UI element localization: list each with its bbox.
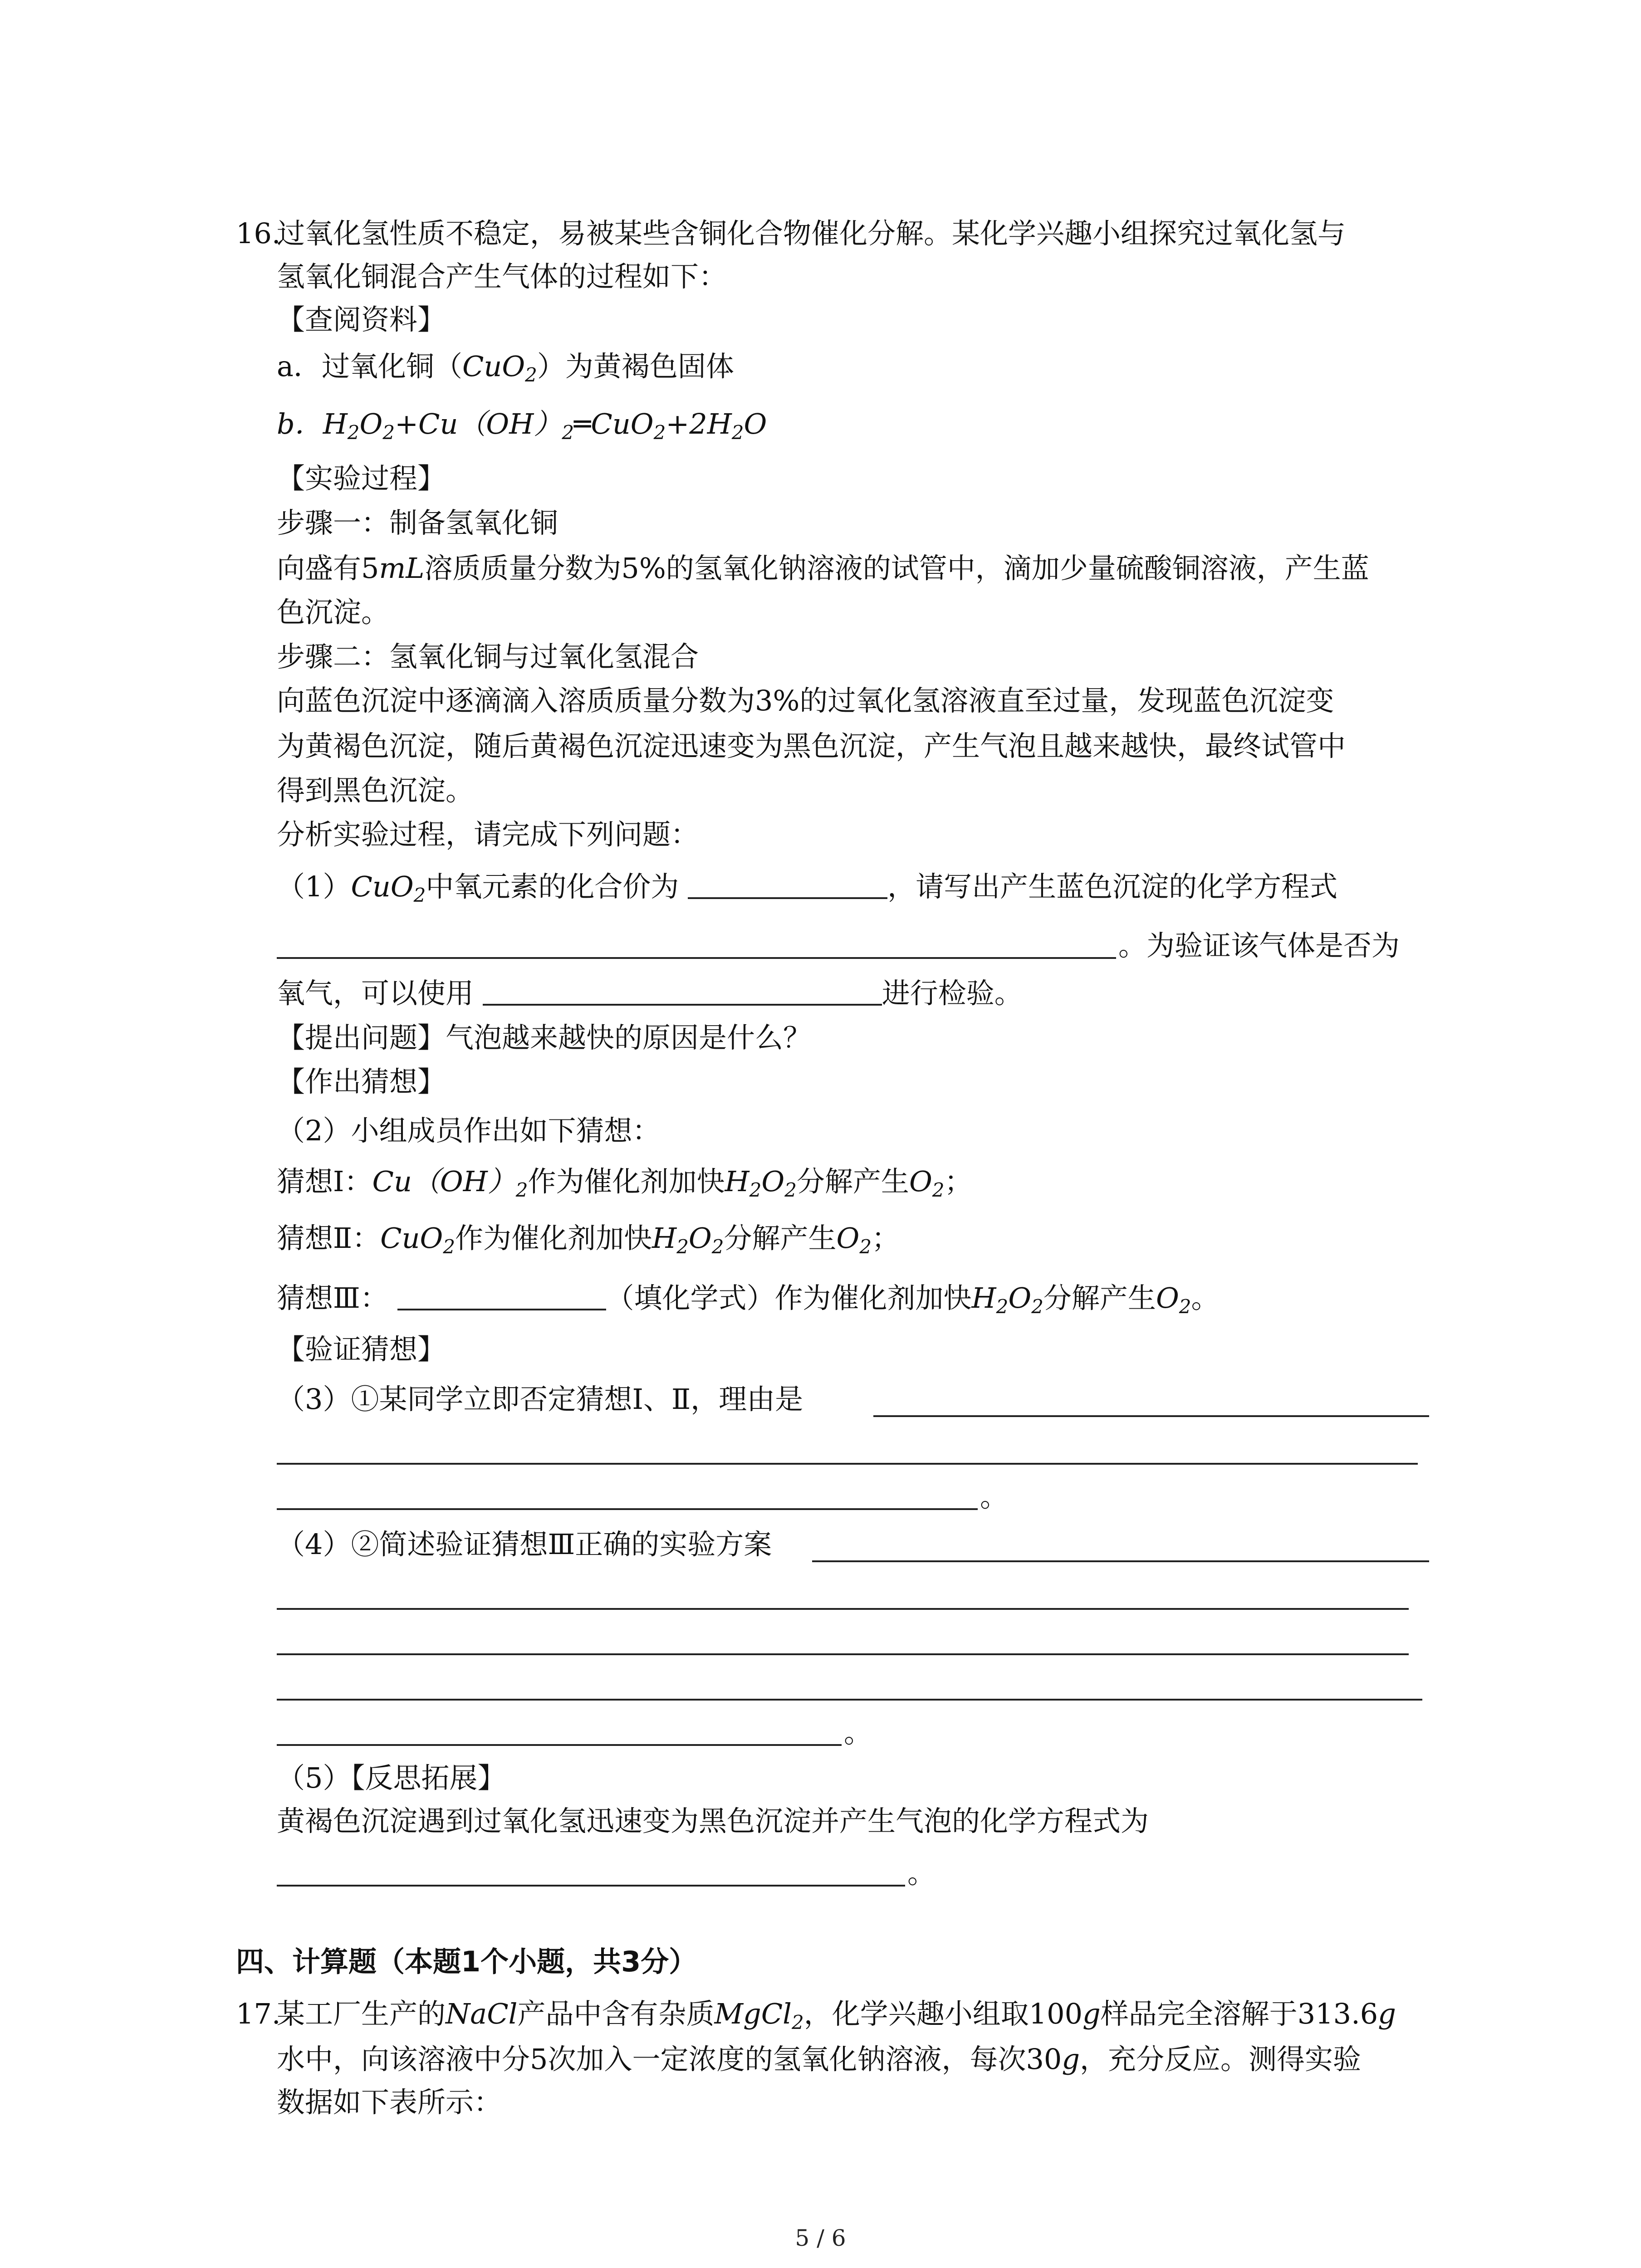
step1-title: 步骤一：制备氢氧化铜 (277, 506, 558, 539)
step1-text-line1: 向盛有5mL溶质质量分数为5%的氢氧化钠溶液的试管中，滴加少量硫酸铜溶液，产生蓝 (277, 552, 1369, 585)
part1-line1: （1）CuO$_2$中氧元素的化合价为 ，请写出产生蓝色沉淀的化学方程式 (277, 870, 1338, 906)
question-16-number: 16. (236, 217, 281, 250)
answer-blank-plan-2[interactable] (277, 1608, 1409, 1610)
q17-line2: 水中，向该溶液中分5次加入一定浓度的氢氧化钠溶液，每次30g，充分反应。测得实验 (277, 2043, 1362, 2076)
step2-text-line3: 得到黑色沉淀。 (277, 774, 474, 807)
guess-3: 猜想Ⅲ： （填化学式）作为催化剂加快$H_2O_2$分解产生$O_2$。 (277, 1281, 1220, 1318)
part5-heading: （5）【反思拓展】 (277, 1761, 506, 1794)
answer-blank-reason-3[interactable] (277, 1508, 978, 1510)
answer-blank-plan-1[interactable] (812, 1560, 1429, 1562)
answer-blank-plan-3[interactable] (277, 1653, 1409, 1655)
step2-title: 步骤二：氢氧化铜与过氧化氢混合 (277, 640, 699, 673)
part4-end-mark: 。 (844, 1716, 872, 1749)
step2-text-line2: 为黄褐色沉淀，随后黄褐色沉淀迅速变为黑色沉淀，产生气泡且越来越快，最终试管中 (277, 729, 1346, 763)
part2-prompt: （2）小组成员作出如下猜想： (277, 1114, 661, 1147)
question-heading: 【提出问题】气泡越来越快的原因是什么？ (277, 1021, 812, 1054)
answer-blank-gas-test[interactable] (483, 977, 882, 1006)
q17-line3: 数据如下表所示： (277, 2086, 502, 2119)
guess-1: 猜想Ⅰ：$Cu(OH)_2$作为催化剂加快$H_2O_2$分解产生$O_2$； (277, 1165, 973, 1201)
part5-end-mark: 。 (907, 1857, 936, 1890)
question-17-number: 17. (236, 1997, 281, 2030)
part5-text: 黄褐色沉淀遇到过氧化氢迅速变为黑色沉淀并产生气泡的化学方程式为 (277, 1804, 1149, 1838)
step2-text-line1: 向蓝色沉淀中逐滴滴入溶质质量分数为3%的过氧化氢溶液直至过量，发现蓝色沉淀变 (277, 684, 1334, 717)
ref-item-a: a．过氧化铜（CuO$_2$）为黄褐色固体 (277, 350, 734, 386)
answer-blank-equation[interactable] (277, 957, 1116, 959)
part4-prompt: （4）②简述验证猜想Ⅲ正确的实验方案 (277, 1528, 772, 1561)
step1-text-line2: 色沉淀。 (277, 596, 390, 629)
part1-line3: 氧气，可以使用 进行检验。 (277, 977, 1023, 1010)
q16-intro-line2: 氢氧化铜混合产生气体的过程如下： (277, 260, 727, 293)
part3-end-mark: 。 (980, 1480, 1009, 1513)
q16-intro-line1: 过氧化氢性质不稳定，易被某些含铜化合物催化分解。某化学兴趣小组探究过氧化氢与 (277, 217, 1346, 250)
answer-blank-valence[interactable] (688, 870, 887, 899)
answer-blank-reason-2[interactable] (277, 1463, 1418, 1465)
section-4-heading: 四、计算题（本题1个小题，共3分） (236, 1945, 697, 1978)
exp-heading: 【实验过程】 (277, 462, 446, 495)
answer-blank-reflection[interactable] (277, 1885, 905, 1887)
verify-heading: 【验证猜想】 (277, 1333, 446, 1366)
q17-line1: 某工厂生产的NaCl产品中含有杂质MgCl$_2$，化学兴趣小组取100g样品完全溶解于313.6g (277, 1997, 1396, 2033)
ref-item-b-equation: b．$H_2O_2+Cu(OH)_2═CuO_2+2H_2O$ (277, 407, 767, 444)
part1-line2-tail: 。为验证该气体是否为 (1118, 929, 1400, 962)
answer-blank-guess3[interactable] (397, 1281, 606, 1310)
part3-prompt: （3）①某同学立即否定猜想Ⅰ、Ⅱ，理由是 (277, 1383, 803, 1416)
analysis-prompt: 分析实验过程，请完成下列问题： (277, 818, 699, 851)
guess-2: 猜想Ⅱ：CuO$_2$作为催化剂加快$H_2O_2$分解产生$O_2$； (277, 1222, 900, 1258)
answer-blank-reason-1[interactable] (873, 1415, 1429, 1417)
ref-heading: 【查阅资料】 (277, 303, 446, 336)
answer-blank-plan-5[interactable] (277, 1744, 842, 1746)
page-number: 5 / 6 (795, 2225, 846, 2251)
guess-heading: 【作出猜想】 (277, 1065, 446, 1098)
answer-blank-plan-4[interactable] (277, 1699, 1422, 1701)
